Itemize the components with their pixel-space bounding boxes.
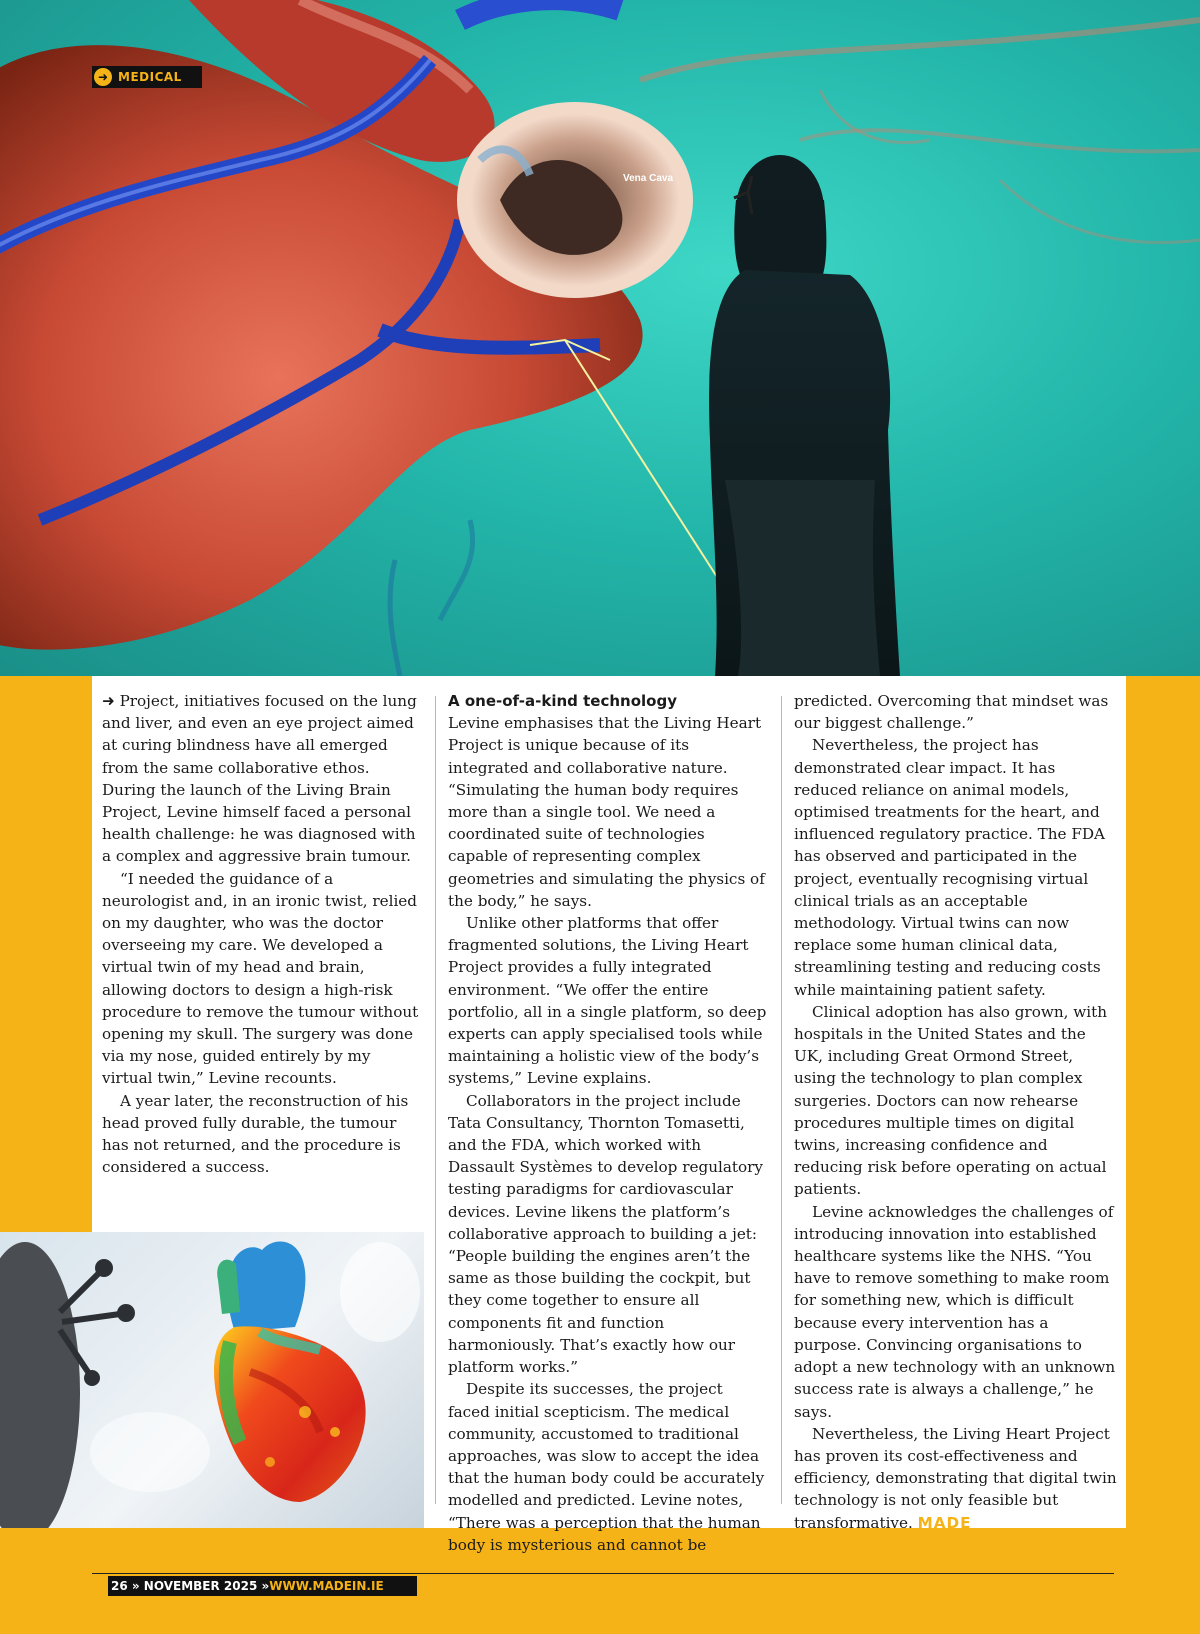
paragraph: “I needed the guidance of a neurologist and, in an ironic twist, relied on my daughter, who was the doctor overseeing my care. We developed a virtual twin of my head and brain, allowing doctors to design a high-risk procedure to remove the tumour without opening my skull. The surgery was done via my nose, guided entirely by my virtual twin,” Levine recounts. bbox=[102, 869, 419, 1088]
section-tag-label: MEDICAL bbox=[118, 70, 182, 84]
paragraph: Unlike other platforms that offer fragmented solutions, the Living Heart Project provides a fully integrated environment. “We offer the entire portfolio, all in a single platform, so deep experts can apply specialised tools while maintaining a holistic view of the body’s systems,” Levine explains. bbox=[448, 914, 767, 1088]
article-column-2 bbox=[448, 690, 768, 1556]
hero-image bbox=[0, 0, 1200, 676]
paragraph: A year later, the reconstruction of his head proved fully durable, the tumour has not returned, and the procedure is considered a success. bbox=[102, 1091, 409, 1177]
heart-simulation-illustration bbox=[0, 1232, 424, 1528]
paragraph bbox=[794, 1423, 1119, 1534]
footer-rule bbox=[92, 1573, 1114, 1574]
website-link[interactable]: WWW.MADEIN.IE bbox=[269, 1579, 384, 1593]
paragraph: Levine acknowledges the challenges of introducing innovation into established healthcare systems like the NHS. “You have to remove something to make room for something new, which is difficult because every intervention has a purpose. Convincing organisations to adopt a new technology with an unknown success rate is always a challenge,” he says. bbox=[794, 1202, 1116, 1421]
paragraph: Levine emphasises that the Living Heart Project is unique because of its integrated and collaborative nature. “Simulating the human body requires more than a single tool. We need a coordinated suite of technologies capable of representing complex geometries and simulating the physics of the body,” he says. bbox=[448, 714, 765, 910]
column-divider bbox=[435, 696, 436, 1504]
paragraph: Collaborators in the project include Tata Consultancy, Thornton Tomasetti, and the FDA, which worked with Dassault Systèmes to develop regulatory testing paradigms for cardiovascular devices. Levine likens the platform’s collaborative approach to building a jet: “People building the engines aren’t the same as those building the cockpit, but they come together to ensure all components fit and function harmoniously. That’s exactly how our platform works.” bbox=[448, 1091, 763, 1377]
paragraph: Despite its successes, the project faced initial scepticism. The medical community, accustomed to traditional approaches, was slow to accept the idea that the human body could be accurately modelled and predicted. Levine notes, “There was a perception that the human body is mysterious and cannot be bbox=[448, 1380, 765, 1554]
page-info: 26 » NOVEMBER 2025 » bbox=[111, 1579, 270, 1593]
made-signoff: MADE bbox=[917, 1513, 972, 1532]
page-footer bbox=[108, 1576, 417, 1596]
section-tag bbox=[92, 66, 202, 88]
vena-cava-label: Vena Cava bbox=[623, 173, 674, 184]
paragraph bbox=[102, 690, 422, 868]
subheading: A one-of-a-kind technology bbox=[448, 692, 677, 710]
article-column-1 bbox=[102, 690, 422, 1178]
article-column-3 bbox=[794, 690, 1119, 1534]
paragraph: Nevertheless, the project has demonstrated clear impact. It has reduced reliance on animal models, optimised treatments for the heart, and influenced regulatory practice. The FDA has observed and participated in the project, eventually recognising virtual clinical trials as an acceptable methodology. Virtual twins can now replace some human clinical data, streamlining testing and reducing costs while maintaining patient safety. bbox=[794, 736, 1106, 999]
arrow-right-circle-icon: ➜ bbox=[94, 68, 112, 86]
heart-visualization-illustration bbox=[0, 0, 1200, 676]
paragraph: Clinical adoption has also grown, with hospitals in the United States and the UK, including Great Ormond Street, using the technology to plan complex surgeries. Doctors can now rehearse procedures multiple times on digital twins, increasing confidence and reducing risk before operating on actual patients. bbox=[794, 1002, 1108, 1199]
heart-simulation-image bbox=[0, 1232, 424, 1528]
paragraph: predicted. Overcoming that mindset was our biggest challenge.” bbox=[794, 692, 1109, 733]
column-divider bbox=[781, 696, 782, 1504]
paragraph-text: Project, initiatives focused on the lung and liver, and even an eye project aimed at curing blindness have all emerged from the same collaborative ethos. During the launch of the Living Brain Project, Levine himself faced a personal health challenge: he was diagnosed with a complex and aggressive brain tumour. bbox=[102, 692, 417, 866]
paragraph-text: Nevertheless, the Living Heart Project has proven its cost-effectiveness and efficiency, demonstrating that digital twin technology is not only feasible but transformative. bbox=[794, 1424, 1117, 1532]
continuation-arrow-icon: ➜ bbox=[102, 692, 115, 710]
